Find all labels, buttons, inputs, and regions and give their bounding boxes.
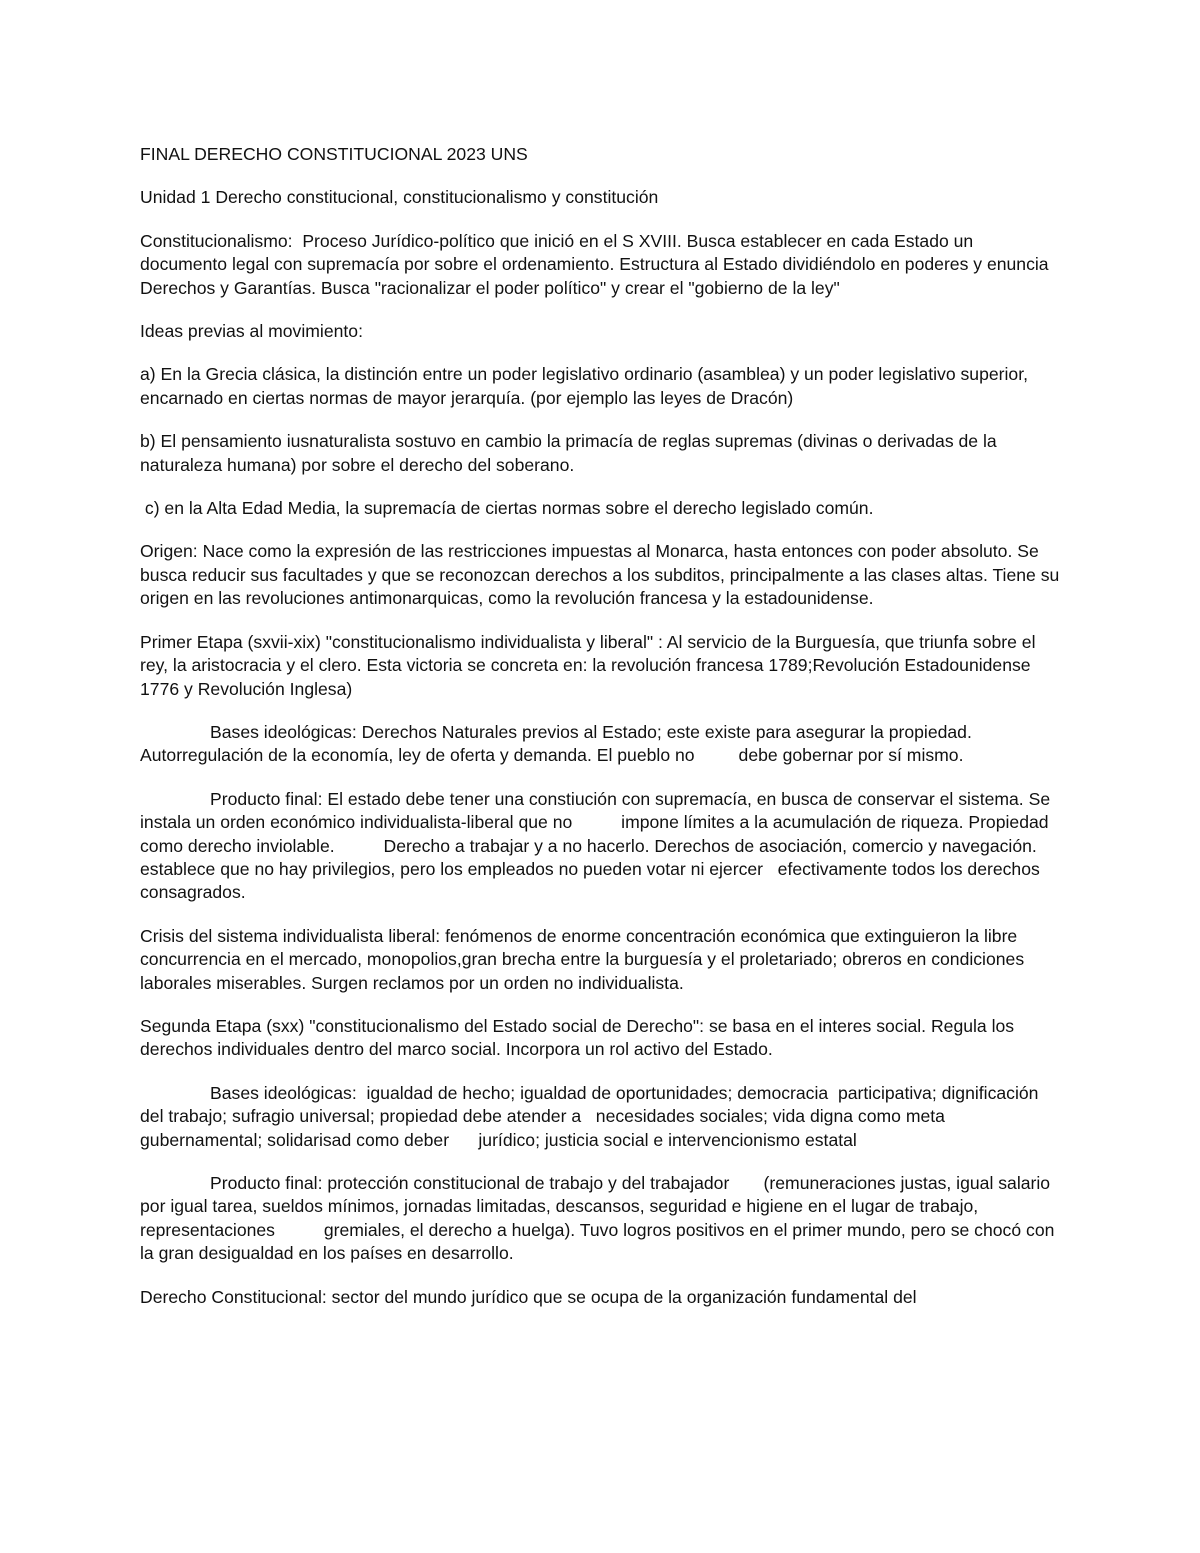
ideas-heading: Ideas previas al movimiento: xyxy=(140,321,363,342)
paragraph-producto-final-1: Producto final: El estado debe tener una constiución con supremacía, en busca de conservar el sistema. Se instala un orden económico individualista-liberal que no impone límites a la acumulación de riqueza. Propiedad como derecho inviolable. Derecho a trabajar y a no hacerlo. Derechos de asociación, comercio y navegación. establece que no hay privilegios, pero los empleados no pueden votar ni ejercer efectivamente todos los derechos consagrados. xyxy=(140,788,1086,903)
paragraph-producto-final-2: Producto final: protección constitucional de trabajo y del trabajador (remuneraciones justas, igual salario por igual tarea, sueldos mínimos, jornadas limitadas, descansos, seguridad e higiene en el lugar de trabajo, representaciones gremiales, el derecho a huelga). Tuvo logros positivos en el primer mundo, pero se chocó con la gran desigualdad en los países en desarrollo. xyxy=(140,1173,1060,1264)
paragraph-idea-c: c) en la Alta Edad Media, la supremacía de ciertas normas sobre el derecho legislado común. xyxy=(140,498,874,519)
paragraph-constitucionalismo: Constitucionalismo: Proceso Jurídico-político que inició en el S XVIII. Busca establecer en cada Estado un documento legal con supremacía por sobre el ordenamiento. Estructura al Estado dividiéndolo en poderes y enuncia Derechos y Garantías. Busca "racionalizar el poder político" y crear el "gobierno de la ley" xyxy=(140,230,1054,298)
paragraph-idea-a: a) En la Grecia clásica, la distinción entre un poder legislativo ordinario (asamblea) y un poder legislativo superior, encarnado en ciertas normas de mayor jerarquía. (por ejemplo las leyes de Dracón) xyxy=(140,364,1033,408)
paragraph-segunda-etapa: Segunda Etapa (sxx) "constitucionalismo del Estado social de Derecho": se basa en el interes social. Regula los derechos individuales dentro del marco social. Incorpora un rol activo del Estado. xyxy=(140,1015,1019,1060)
paragraph-idea-b: b) El pensamiento iusnaturalista sostuvo en cambio la primacía de reglas supremas (divinas o derivadas de la naturaleza humana) por sobre el derecho del soberano. xyxy=(140,431,1002,475)
document-body xyxy=(140,143,1086,1329)
paragraph-bases-ideologicas-1: Bases ideológicas: Derechos Naturales previos al Estado; este existe para asegurar la propiedad. Autorregulación de la economía, ley de oferta y demanda. El pueblo no debe gobernar por sí mismo. xyxy=(140,721,976,766)
document-title: FINAL DERECHO CONSTITUCIONAL 2023 UNS xyxy=(140,144,528,164)
paragraph-crisis: Crisis del sistema individualista liberal: fenómenos de enorme concentración económica que extinguieron la libre concurrencia en el mercado, monopolios,gran brecha entre la burguesía y el proletariado; obreros en condiciones laborales miserables. Surgen reclamos por un orden no individualista. xyxy=(140,925,1030,993)
unit-heading: Unidad 1 Derecho constitucional, constitucionalismo y constitución xyxy=(140,187,659,208)
paragraph-derecho-constitucional: Derecho Constitucional: sector del mundo jurídico que se ocupa de la organización fundamental del xyxy=(140,1286,917,1307)
paragraph-origen: Origen: Nace como la expresión de las restricciones impuestas al Monarca, hasta entonces con poder absoluto. Se busca reducir sus facultades y que se reconozcan derechos a los subditos, principalmente a las clases altas. Tiene su origen en las revoluciones antimonarquicas, como la revolución francesa y la estadounidense. xyxy=(140,541,1065,609)
paragraph-primer-etapa: Primer Etapa (sxvii-xix) "constitucionalismo individualista y liberal" : Al servicio de la Burguesía, que triunfa sobre el rey, la aristocracia y el clero. Esta victoria se concreta en: la revolución francesa 1789;Revolución Estadounidense 1776 y Revolución Inglesa) xyxy=(140,631,1041,699)
paragraph-bases-ideologicas-2: Bases ideológicas: igualdad de hecho; igualdad de oportunidades; democracia participativa; dignificación del trabajo; sufragio universal; propiedad debe atender a necesidades sociales; vida digna como meta gubernamental; solidarisad como deber jurídico; justicia social e intervencionismo estatal xyxy=(140,1082,1044,1150)
